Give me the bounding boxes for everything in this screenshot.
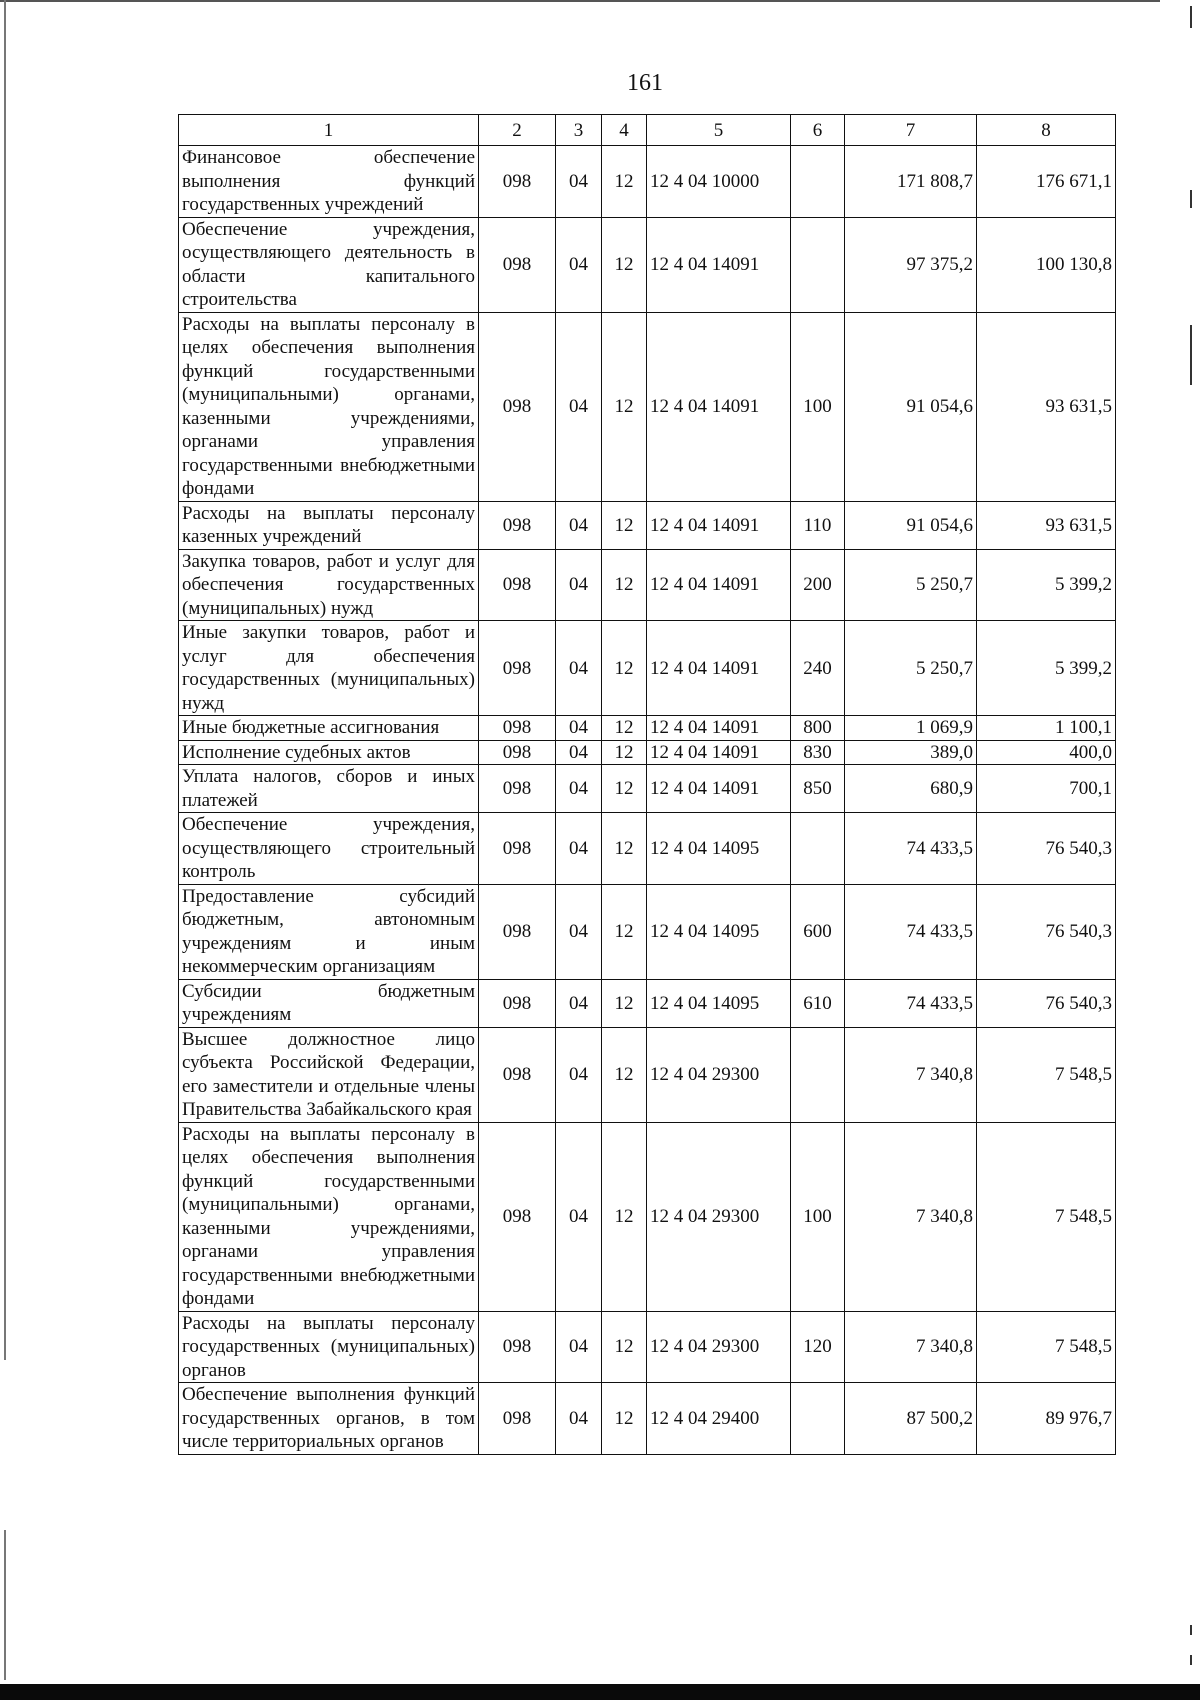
target-article-code: 12 4 04 14091 xyxy=(647,312,791,501)
expense-type-code: 830 xyxy=(791,740,845,765)
amount-year-1: 74 433,5 xyxy=(845,813,977,885)
section-code: 04 xyxy=(556,146,602,218)
amount-year-2: 93 631,5 xyxy=(977,501,1116,549)
expense-type-code xyxy=(791,813,845,885)
amount-year-1: 7 340,8 xyxy=(845,1122,977,1311)
expense-type-code: 100 xyxy=(791,312,845,501)
amount-year-2: 400,0 xyxy=(977,740,1116,765)
amount-year-1: 91 054,6 xyxy=(845,501,977,549)
expense-item-name: Субсидии бюджетным учреждениям xyxy=(179,979,479,1027)
amount-year-2: 5 399,2 xyxy=(977,549,1116,621)
ministry-code: 098 xyxy=(479,621,556,716)
column-header: 2 xyxy=(479,115,556,146)
ministry-code: 098 xyxy=(479,1383,556,1455)
expense-item-name: Иные бюджетные ассигнования xyxy=(179,716,479,741)
section-code: 04 xyxy=(556,740,602,765)
scan-bottom-edge xyxy=(0,1684,1200,1700)
section-code: 04 xyxy=(556,716,602,741)
table-header-row xyxy=(179,115,1116,146)
scan-mark xyxy=(1190,325,1192,385)
subsection-code: 12 xyxy=(602,549,647,621)
column-header: 8 xyxy=(977,115,1116,146)
ministry-code: 098 xyxy=(479,146,556,218)
expense-type-code: 800 xyxy=(791,716,845,741)
expense-item-name: Расходы на выплаты персоналу в целях обеспечения выполнения функций государственными (муниципальными) органами, казенными учреждениями, органами управления государственными внебюджетными фондами xyxy=(179,1122,479,1311)
expense-item-name: Расходы на выплаты персоналу государственных (муниципальных) органов xyxy=(179,1311,479,1383)
budget-table xyxy=(178,114,1116,1455)
expense-type-code: 110 xyxy=(791,501,845,549)
amount-year-1: 7 340,8 xyxy=(845,1311,977,1383)
ministry-code: 098 xyxy=(479,740,556,765)
column-header: 4 xyxy=(602,115,647,146)
scan-mark xyxy=(1190,6,1192,28)
table-row xyxy=(179,1383,1116,1455)
section-code: 04 xyxy=(556,979,602,1027)
subsection-code: 12 xyxy=(602,716,647,741)
expense-type-code: 610 xyxy=(791,979,845,1027)
subsection-code: 12 xyxy=(602,312,647,501)
ministry-code: 098 xyxy=(479,979,556,1027)
ministry-code: 098 xyxy=(479,765,556,813)
amount-year-1: 680,9 xyxy=(845,765,977,813)
table-row xyxy=(179,740,1116,765)
ministry-code: 098 xyxy=(479,716,556,741)
expense-item-name: Исполнение судебных актов xyxy=(179,740,479,765)
subsection-code: 12 xyxy=(602,1122,647,1311)
expense-item-name: Уплата налогов, сборов и иных платежей xyxy=(179,765,479,813)
expense-item-name: Расходы на выплаты персоналу в целях обеспечения выполнения функций государственными (муниципальными) органами, казенными учреждениями, органами управления государственными внебюджетными фондами xyxy=(179,312,479,501)
table-row xyxy=(179,217,1116,312)
table-row xyxy=(179,621,1116,716)
amount-year-2: 89 976,7 xyxy=(977,1383,1116,1455)
table-row xyxy=(179,312,1116,501)
target-article-code: 12 4 04 14091 xyxy=(647,621,791,716)
table-row xyxy=(179,884,1116,979)
target-article-code: 12 4 04 29300 xyxy=(647,1122,791,1311)
section-code: 04 xyxy=(556,1311,602,1383)
target-article-code: 12 4 04 14091 xyxy=(647,740,791,765)
expense-item-name: Обеспечение учреждения, осуществляющего строительный контроль xyxy=(179,813,479,885)
amount-year-2: 1 100,1 xyxy=(977,716,1116,741)
section-code: 04 xyxy=(556,501,602,549)
amount-year-2: 5 399,2 xyxy=(977,621,1116,716)
amount-year-1: 74 433,5 xyxy=(845,979,977,1027)
expense-type-code: 200 xyxy=(791,549,845,621)
ministry-code: 098 xyxy=(479,1122,556,1311)
amount-year-1: 7 340,8 xyxy=(845,1027,977,1122)
column-header: 5 xyxy=(647,115,791,146)
expense-type-code xyxy=(791,217,845,312)
subsection-code: 12 xyxy=(602,621,647,716)
expense-type-code: 850 xyxy=(791,765,845,813)
target-article-code: 12 4 04 14095 xyxy=(647,979,791,1027)
section-code: 04 xyxy=(556,765,602,813)
amount-year-2: 100 130,8 xyxy=(977,217,1116,312)
expense-item-name: Обеспечение выполнения функций государственных органов, в том числе территориальных органов xyxy=(179,1383,479,1455)
amount-year-1: 389,0 xyxy=(845,740,977,765)
section-code: 04 xyxy=(556,884,602,979)
ministry-code: 098 xyxy=(479,549,556,621)
table-row xyxy=(179,765,1116,813)
subsection-code: 12 xyxy=(602,1027,647,1122)
expense-item-name: Закупка товаров, работ и услуг для обеспечения государственных (муниципальных) нужд xyxy=(179,549,479,621)
section-code: 04 xyxy=(556,813,602,885)
scan-mark xyxy=(1190,1625,1192,1635)
amount-year-1: 5 250,7 xyxy=(845,549,977,621)
table-row xyxy=(179,1027,1116,1122)
target-article-code: 12 4 04 14091 xyxy=(647,716,791,741)
section-code: 04 xyxy=(556,1383,602,1455)
section-code: 04 xyxy=(556,217,602,312)
target-article-code: 12 4 04 14095 xyxy=(647,813,791,885)
table-row xyxy=(179,716,1116,741)
amount-year-1: 91 054,6 xyxy=(845,312,977,501)
section-code: 04 xyxy=(556,1027,602,1122)
ministry-code: 098 xyxy=(479,813,556,885)
scan-mark xyxy=(1190,190,1192,208)
amount-year-2: 176 671,1 xyxy=(977,146,1116,218)
table-row xyxy=(179,979,1116,1027)
subsection-code: 12 xyxy=(602,1311,647,1383)
section-code: 04 xyxy=(556,621,602,716)
amount-year-2: 7 548,5 xyxy=(977,1027,1116,1122)
column-header: 1 xyxy=(179,115,479,146)
ministry-code: 098 xyxy=(479,1311,556,1383)
ministry-code: 098 xyxy=(479,217,556,312)
amount-year-1: 87 500,2 xyxy=(845,1383,977,1455)
target-article-code: 12 4 04 29400 xyxy=(647,1383,791,1455)
table-row xyxy=(179,813,1116,885)
target-article-code: 12 4 04 14091 xyxy=(647,217,791,312)
ministry-code: 098 xyxy=(479,1027,556,1122)
expense-item-name: Предоставление субсидий бюджетным, автономным учреждениям и иным некоммерческим организациям xyxy=(179,884,479,979)
target-article-code: 12 4 04 14091 xyxy=(647,549,791,621)
amount-year-2: 76 540,3 xyxy=(977,813,1116,885)
section-code: 04 xyxy=(556,549,602,621)
expense-type-code xyxy=(791,146,845,218)
column-header: 3 xyxy=(556,115,602,146)
expense-type-code: 240 xyxy=(791,621,845,716)
subsection-code: 12 xyxy=(602,765,647,813)
amount-year-2: 7 548,5 xyxy=(977,1122,1116,1311)
expense-type-code xyxy=(791,1383,845,1455)
table-row xyxy=(179,1311,1116,1383)
section-code: 04 xyxy=(556,1122,602,1311)
amount-year-1: 171 808,7 xyxy=(845,146,977,218)
subsection-code: 12 xyxy=(602,884,647,979)
column-header: 6 xyxy=(791,115,845,146)
amount-year-2: 76 540,3 xyxy=(977,884,1116,979)
scan-top-edge xyxy=(0,0,1160,2)
target-article-code: 12 4 04 29300 xyxy=(647,1311,791,1383)
target-article-code: 12 4 04 14091 xyxy=(647,501,791,549)
scan-left-edge-lower xyxy=(4,1530,6,1680)
expense-type-code: 100 xyxy=(791,1122,845,1311)
table-body xyxy=(179,146,1116,1455)
target-article-code: 12 4 04 29300 xyxy=(647,1027,791,1122)
subsection-code: 12 xyxy=(602,813,647,885)
expense-item-name: Обеспечение учреждения, осуществляющего деятельность в области капитального строительства xyxy=(179,217,479,312)
amount-year-1: 5 250,7 xyxy=(845,621,977,716)
ministry-code: 098 xyxy=(479,884,556,979)
expense-item-name: Высшее должностное лицо субъекта Российской Федерации, его заместители и отдельные члены Правительства Забайкальского края xyxy=(179,1027,479,1122)
target-article-code: 12 4 04 14095 xyxy=(647,884,791,979)
subsection-code: 12 xyxy=(602,740,647,765)
subsection-code: 12 xyxy=(602,979,647,1027)
expense-item-name: Финансовое обеспечение выполнения функций государственных учреждений xyxy=(179,146,479,218)
amount-year-2: 700,1 xyxy=(977,765,1116,813)
ministry-code: 098 xyxy=(479,501,556,549)
table-row xyxy=(179,501,1116,549)
expense-type-code: 120 xyxy=(791,1311,845,1383)
table-row xyxy=(179,146,1116,218)
amount-year-2: 93 631,5 xyxy=(977,312,1116,501)
amount-year-2: 76 540,3 xyxy=(977,979,1116,1027)
expense-type-code: 600 xyxy=(791,884,845,979)
expense-type-code xyxy=(791,1027,845,1122)
scan-mark xyxy=(1190,1655,1192,1665)
amount-year-1: 97 375,2 xyxy=(845,217,977,312)
subsection-code: 12 xyxy=(602,501,647,549)
subsection-code: 12 xyxy=(602,1383,647,1455)
column-header: 7 xyxy=(845,115,977,146)
table-row xyxy=(179,1122,1116,1311)
target-article-code: 12 4 04 14091 xyxy=(647,765,791,813)
table-row xyxy=(179,549,1116,621)
section-code: 04 xyxy=(556,312,602,501)
subsection-code: 12 xyxy=(602,217,647,312)
target-article-code: 12 4 04 10000 xyxy=(647,146,791,218)
subsection-code: 12 xyxy=(602,146,647,218)
ministry-code: 098 xyxy=(479,312,556,501)
amount-year-1: 74 433,5 xyxy=(845,884,977,979)
expense-item-name: Расходы на выплаты персоналу казенных учреждений xyxy=(179,501,479,549)
amount-year-2: 7 548,5 xyxy=(977,1311,1116,1383)
amount-year-1: 1 069,9 xyxy=(845,716,977,741)
scan-left-edge xyxy=(4,0,6,1360)
expense-item-name: Иные закупки товаров, работ и услуг для обеспечения государственных (муниципальных) нужд xyxy=(179,621,479,716)
page-number: 161 xyxy=(627,70,663,96)
